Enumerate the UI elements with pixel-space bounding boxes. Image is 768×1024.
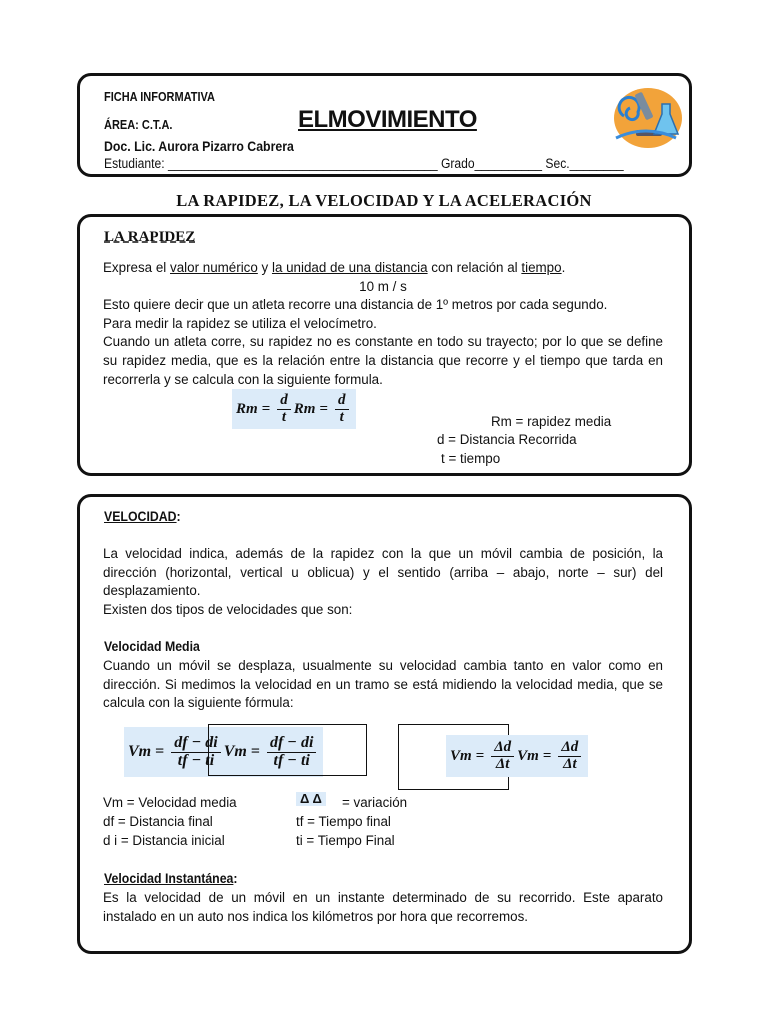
velocidad-media-paragraph: Cuando un móvil se desplaza, usualmente su velocidad cambia tanto en valor como en dirección. Si medimos la velocidad en un tramo se está midiendo la velocidad media, que se calcula con la siguiente fórmula: xyxy=(103,658,663,711)
delta-symbols: Δ Δ xyxy=(296,792,326,806)
velocidad-legend-left-1: Vm = Velocidad media xyxy=(103,795,237,810)
estudiante-line: Estudiante: ________________________________________ Grado__________ Sec.________ xyxy=(104,156,624,171)
rapidez-legend-2: d = Distancia Recorrida xyxy=(437,432,577,447)
velocidad-legend-left-2: df = Distancia final xyxy=(103,814,213,829)
velocidad-paragraph-1: La velocidad indica, además de la rapidez con la que un móvil cambia de posición, la dirección (horizontal, vertical u oblicua) y el sentido (arriba – abajo, norte – sur) del desplazamiento. xyxy=(103,546,663,599)
velocidad-media-text xyxy=(103,657,663,713)
velocidad-instantanea-heading: Velocidad Instantánea: xyxy=(104,870,238,886)
velocidad-legend-left-3: d i = Distancia inicial xyxy=(103,833,225,848)
velocidad-media-formula: Vm = $\frac{df - di}{tf - ti}$ Vm = $\frac{df - di}{tf - ti}$ xyxy=(124,727,323,777)
velocidad-paragraph-2: Existen dos tipos de velocidades que son: xyxy=(103,601,353,617)
velocidad-heading: VELOCIDAD: xyxy=(104,508,181,524)
rapidez-text xyxy=(103,259,663,389)
docente-label: Doc. Lic. Aurora Pizarro Cabrera xyxy=(104,138,294,154)
page-title: ELMOVIMIENTO xyxy=(298,106,477,133)
rapidez-legend-1: Rm = rapidez media xyxy=(491,414,612,429)
rapidez-heading: LA RAPIDEZ xyxy=(104,229,196,245)
area-label: ÁREA: C.T.A. xyxy=(104,118,173,132)
velocidad-text xyxy=(103,545,663,619)
ficha-label: FICHA INFORMATIVA xyxy=(104,90,216,104)
velocidad-legend-right-2: tf = Tiempo final xyxy=(296,814,391,829)
rapidez-formula: Rm = $\frac{d}{t}$ Rm = $\frac{d}{t}$ xyxy=(232,389,356,429)
formula-frame-1 xyxy=(208,724,367,776)
rapidez-definition: Expresa el valor numérico y la unidad de una distancia con relación al tiempo. xyxy=(103,260,566,275)
science-illustration xyxy=(606,82,684,152)
velocidad-instantanea-text xyxy=(103,889,663,926)
rapidez-example: 10 m / s xyxy=(359,278,407,294)
rapidez-paragraph-4: Cuando un atleta corre, su rapidez no es constante en todo su trayecto; por lo que se define su rapidez media, que es la relación entre la distancia que recorre y el tiempo que tarda en recorrerla y se calcula con la siguiente formula. xyxy=(103,334,663,387)
rapidez-paragraph-3: Para medir la rapidez se utiliza el velocímetro. xyxy=(103,315,377,331)
velocidad-legend-right-3: ti = Tiempo Final xyxy=(296,833,395,848)
velocidad-instantanea-paragraph: Es la velocidad de un móvil en un instante determinado de su recorrido. Este aparato instalado en un auto nos indica los kilómetros por hora que recorremos. xyxy=(103,890,663,924)
velocidad-media-heading: Velocidad Media xyxy=(104,638,200,654)
velocidad-delta-formula: Vm = $\frac{\Delta d}{\Delta t}$ Vm = $\frac{\Delta d}{\Delta t}$ xyxy=(446,735,588,777)
velocidad-legend-right-1: = variación xyxy=(342,795,408,810)
rapidez-paragraph-2: Esto quiere decir que un atleta recorre una distancia de 1º metros por cada segundo. xyxy=(103,297,608,313)
rapidez-legend-3: t = tiempo xyxy=(441,451,501,466)
main-title: LA RAPIDEZ, LA VELOCIDAD Y LA ACELERACIÓN xyxy=(176,191,592,210)
